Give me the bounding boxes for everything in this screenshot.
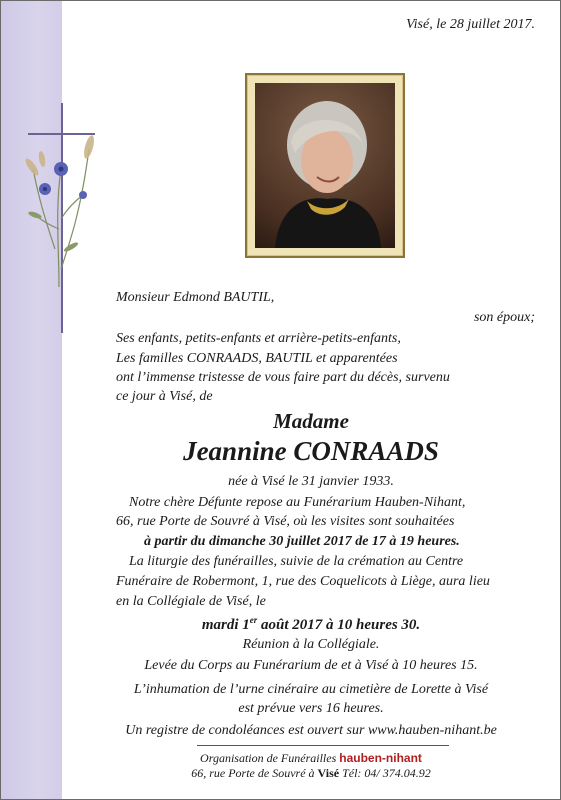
portrait-frame [245,73,405,258]
service-date-ordinal: er [249,615,258,625]
meeting-line: Réunion à la Collégiale. [242,637,380,652]
funerarium-line: Notre chère Défunte repose au Funérarium Hauben-Nihant, [129,495,466,510]
address-street: 66, rue Porte de Souvré à [191,766,318,780]
family-line: ont l’immense tristesse de vous faire part du décès, survenu [116,370,450,385]
funerarium-line: 66, rue Porte de Souvré à Visé, où les visites sont souhaitées [116,514,455,529]
inhumation-line: L’inhumation de l’urne cinéraire au cimetière de Lorette à Visé [133,682,489,697]
spouse-name: Monsieur Edmond BAUTIL, [116,290,275,305]
service-date-rest: août 2017 à 10 heures 30. [257,617,421,633]
family-line: Les familles CONRAADS, BAUTIL et apparentées [116,351,398,366]
liturgy-line: Funéraire de Robermont, 1, rue des Coquelicots à Liège, aura lieu [116,574,490,589]
brand-name: hauben-nihant [339,751,422,765]
liturgy-line: en la Collégiale de Visé, le [116,594,266,609]
date-line: Visé, le 28 juillet 2017. [406,17,535,32]
address-phone: Tél: 04/ 374.04.92 [339,766,431,780]
inhumation-line: est prévue vers 16 heures. [238,701,384,716]
visits-line: à partir du dimanche 30 juillet 2017 de 17 à 19 heures. [144,534,460,549]
register-line: Un registre de condoléances est ouvert sur www.hauben-nihant.be [125,723,497,738]
side-stripe [1,1,62,799]
portrait-photo [255,83,395,248]
footer-rule [197,745,449,746]
cornflower-wheat-icon [15,129,107,289]
organisation-label: Organisation de Funérailles [200,751,340,765]
family-line: ce jour à Visé, de [116,389,213,404]
address-city: Visé [317,766,340,780]
service-date-main: mardi 1 [201,617,250,633]
service-date [62,615,560,634]
family-line: Ses enfants, petits-enfants et arrière-petits-enfants, [116,331,401,346]
address-line [62,766,560,781]
liturgy-line: La liturgie des funérailles, suivie de la crémation au Centre [129,554,464,569]
birth-line: née à Visé le 31 janvier 1933. [228,474,394,489]
organisation-line [62,751,560,766]
title-madame: Madame [273,409,349,433]
deceased-name: Jeannine CONRAADS [183,436,439,466]
spouse-role: son époux; [473,310,535,325]
levee-line: Levée du Corps au Funérarium de et à Visé à 10 heures 15. [144,658,478,673]
